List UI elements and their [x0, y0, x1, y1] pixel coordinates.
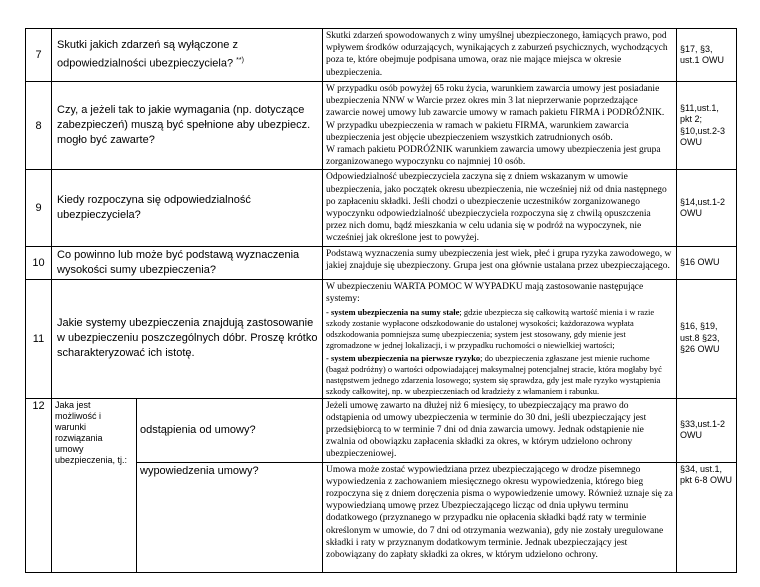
answer-cell	[323, 82, 677, 170]
system-description: ; gdzie ubezpiecza się całkowitą wartość mienia i w razie szkody zostanie wypłacone odszkodowanie do ustalonej wysokości; każdorazowa wypłata odszkodowania pomniejsza sumę ubezpieczenia; system jest stosowany, gdy mienie jest zgromadzone w jednej lokalizacji, i w przypadku ruchomości o niewielkiej wartości;	[326, 306, 655, 350]
system-name: - system ubezpieczenia na sumy stałe	[326, 306, 460, 317]
answer-cell: Skutki zdarzeń spowodowanych z winy umyślnej ubezpieczonego, łamiących prawo, pod wpływem środków odurzających, wynikających z zaburzeń psychicznych, wychodzących poza te, które obejmuje podpisana umowa, oraz nie mające miejsca w okresie ubezpieczenia.	[323, 29, 677, 82]
reference-cell: §33,ust.1-2 OWU	[677, 398, 737, 462]
table-row	[26, 29, 737, 82]
answer-paragraph: W ramach pakietu PODRÓŻNIK warunkiem zawarcia umowy ubezpieczenia jest grupa zorganizowanego wypoczynku co najmniej 10 osób.	[326, 145, 661, 168]
answer-cell: Jeżeli umowę zawarto na dłużej niż 6 miesięcy, to ubezpieczający ma prawo do odstąpienia od umowy ubezpieczenia w terminie do 30 dni, jeśli ubezpieczający jest przedsiębiorcą to w terminie 7 dni od dnia zawarcia umowy. Jednak odstąpienie nie zwalnia od obowiązku zapłacenia składki za okres, w którym udzielono ochrony ubezpieczeniowej.	[323, 398, 677, 462]
question-footnote: **)	[236, 57, 244, 65]
reference-cell: §14,ust.1-2 OWU	[677, 170, 737, 246]
question-cell: Co powinno lub może być podstawą wyznaczenia wysokości sumy ubezpieczenia?	[52, 246, 323, 279]
answer-list-item	[326, 353, 673, 397]
subquestion-cell: wypowiedzenia umowy?	[137, 462, 323, 572]
question-cell: Czy, a jeżeli tak to jakie wymagania (np. dotyczące zabezpieczeń) muszą być spełnione aby ubezpiecz. mogło być zawarte?	[52, 82, 323, 170]
system-name: - system ubezpieczenia na pierwsze ryzyko	[326, 352, 481, 363]
answer-cell: Podstawą wyznaczenia sumy ubezpieczenia jest wiek, płeć i grupa ryzyka zawodowego, w jakiej znajduje się ubezpieczony. Grupa jest ona głównie ustalana przez ubezpieczającego.	[323, 246, 677, 279]
subquestion-cell: odstąpienia od umowy?	[137, 398, 323, 462]
row-number: 12	[26, 398, 52, 572]
row-number: 7	[26, 29, 52, 82]
question-text: Skutki jakich zdarzeń są wyłączone z odpowiedzialności ubezpieczyciela?	[57, 39, 238, 70]
table-row	[26, 398, 737, 462]
table-row	[26, 82, 737, 170]
answer-cell: Umowa może zostać wypowiedziana przez ubezpieczającego w drodze pisemnego wypowiedzenia z zachowaniem miesięcznego okresu wypowiedzenia, którego bieg rozpoczyna się z dniem doręczenia pisma o wypowiedzenie umowy. Również uznaje się za wypowiedzianą umowę przez Ubezpieczającego licząc od dnia upływu terminu dodatkowego (przyznanego w przypadku nie opłacenia składki bądź raty w terminie określonym w umowie, do 7 dni od otrzymania wezwania), gdy nie zostały uregulowane składki i raty w przyznanym dodatkowym terminie. Jednak ubezpieczający jest zobowiązany do zapłaty składki za okres, w którym udzielono ochrony.	[323, 462, 677, 572]
question-cell: Jakie systemy ubezpieczenia znajdują zastosowanie w ubezpieczeniu poszczególnych dóbr. Proszę krótko scharakteryzować ich istotę.	[52, 279, 323, 398]
row-number: 11	[26, 279, 52, 398]
system-description: ; do ubezpieczenia zgłaszane jest mienie ruchome (bagaż podróżny) o wartości odpowiadającej maksymalnej potencjalnej stracie, która mogłaby być następstwem jednego zdarzenia losowego; system się sprawdza, gdy jest małe ryzyko wystąpienia szkody całkowitej, np. w ubezpieczeniach od kradzieży z włamaniem i rabunku.	[326, 352, 662, 396]
reference-cell: §17, §3, ust.1 OWU	[677, 29, 737, 82]
row-number: 9	[26, 170, 52, 246]
answer-intro: W ubezpieczeniu WARTA POMOC W WYPADKU mają zastosowanie następujące systemy:	[326, 281, 644, 304]
answer-list-item	[326, 307, 673, 351]
answer-cell	[323, 279, 677, 398]
answer-cell: Odpowiedzialność ubezpieczyciela zaczyna się z dniem wskazanym w umowie ubezpieczenia, jako początek okresu ubezpieczenia, nie wcześniej niż od dnia następnego po zapłaceniu składki. Jeśli chodzi o ubezpieczenie uczestników zorganizowanego wypoczynku odpowiedzialność ubezpieczyciela rozpoczyna się z chwilą opuszczenia przez nich domu, bądź mieszkania w celu udania się w podróż na wypoczynek, nie wcześniej jak określone jest to powyżej.	[323, 170, 677, 246]
answer-paragraph: W przypadku osób powyżej 65 roku życia, warunkiem zawarcia umowy jest posiadanie ubezpieczenia NNW w Warcie przez okres min 3 lat nieprzerwanie poprzedzające zawarcie nowej umowy lub zawarcie umowy w ramach pakietu FIRMA i PODRÓŻNIK.	[326, 84, 665, 119]
row-number: 10	[26, 246, 52, 279]
table-row	[26, 170, 737, 246]
question-cell: Kiedy rozpoczyna się odpowiedzialność ubezpieczyciela?	[52, 170, 323, 246]
reference-cell: §11,ust.1, pkt 2; §10,ust.2-3 OWU	[677, 82, 737, 170]
row-number: 8	[26, 82, 52, 170]
table-row	[26, 246, 737, 279]
answer-paragraph: W przypadku ubezpieczenia w ramach w pakietu FIRMA, warunkiem zawarcia ubezpieczenia jest objęcie ubezpieczeniem wszystkich zatrudnionych osób.	[326, 120, 629, 143]
question-cell: Jaka jest możliwość i warunki rozwiązania umowy ubezpieczenia, tj.:	[52, 398, 137, 572]
reference-cell: §16 OWU	[677, 246, 737, 279]
question-cell	[52, 29, 323, 82]
reference-cell: §34, ust.1, pkt 6-8 OWU	[677, 462, 737, 572]
reference-cell: §16, §19, ust.8 §23, §26 OWU	[677, 279, 737, 398]
insurance-qa-table	[25, 28, 737, 573]
table-row	[26, 279, 737, 398]
